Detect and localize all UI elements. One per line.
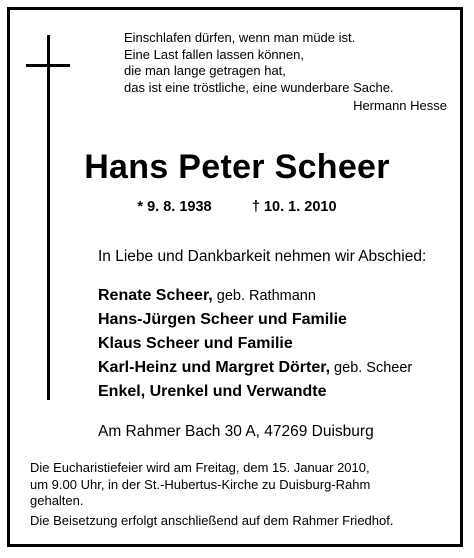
mourner-name: Hans-Jürgen Scheer und Familie	[98, 311, 347, 328]
mourner-entry	[98, 356, 412, 380]
death-date: † 10. 1. 2010	[251, 199, 337, 215]
farewell-intro: In Liebe und Dankbarkeit nehmen wir Abschied:	[98, 248, 427, 265]
mourner-name: Renate Scheer,	[98, 287, 213, 304]
poem-line: Einschlafen dürfen, wenn man müde ist.	[124, 30, 356, 45]
deceased-name: Hans Peter Scheer	[84, 148, 390, 186]
mourner-name: Klaus Scheer und Familie	[98, 335, 293, 352]
life-dates	[0, 199, 474, 215]
cross-horizontal-bar	[26, 64, 70, 67]
service-notice	[30, 460, 370, 510]
poem-line: die man lange getragen hat,	[124, 63, 286, 78]
family-address: Am Rahmer Bach 30 A, 47269 Duisburg	[98, 423, 374, 440]
service-notice-line: gehalten.	[30, 493, 84, 508]
mourner-entry	[98, 308, 412, 332]
mourner-name: Enkel, Urenkel und Verwandte	[98, 383, 327, 400]
mourner-entry	[98, 332, 412, 356]
poem-quote	[124, 30, 444, 96]
mourner-name: Karl-Heinz und Margret Dörter,	[98, 359, 331, 376]
poem-line: das ist eine tröstliche, eine wunderbare Sache.	[124, 79, 394, 95]
mourner-suffix: geb. Rathmann	[212, 288, 316, 304]
service-notice-line: um 9.00 Uhr, in der St.-Hubertus-Kirche zu Duisburg-Rahm	[30, 476, 371, 492]
poem-author: Hermann Hesse	[353, 98, 447, 113]
mourner-entry	[98, 380, 412, 404]
birth-date: * 9. 8. 1938	[137, 199, 212, 215]
burial-notice: Die Beisetzung erfolgt anschließend auf dem Rahmer Friedhof.	[30, 513, 394, 528]
service-notice-line: Die Eucharistiefeier wird am Freitag, dem 15. Januar 2010,	[30, 460, 370, 475]
cross-vertical-bar	[47, 35, 50, 400]
mourner-suffix: geb. Scheer	[330, 360, 413, 376]
mourners-list	[98, 284, 412, 404]
mourner-entry	[98, 284, 412, 308]
poem-line: Eine Last fallen lassen können,	[124, 46, 304, 62]
